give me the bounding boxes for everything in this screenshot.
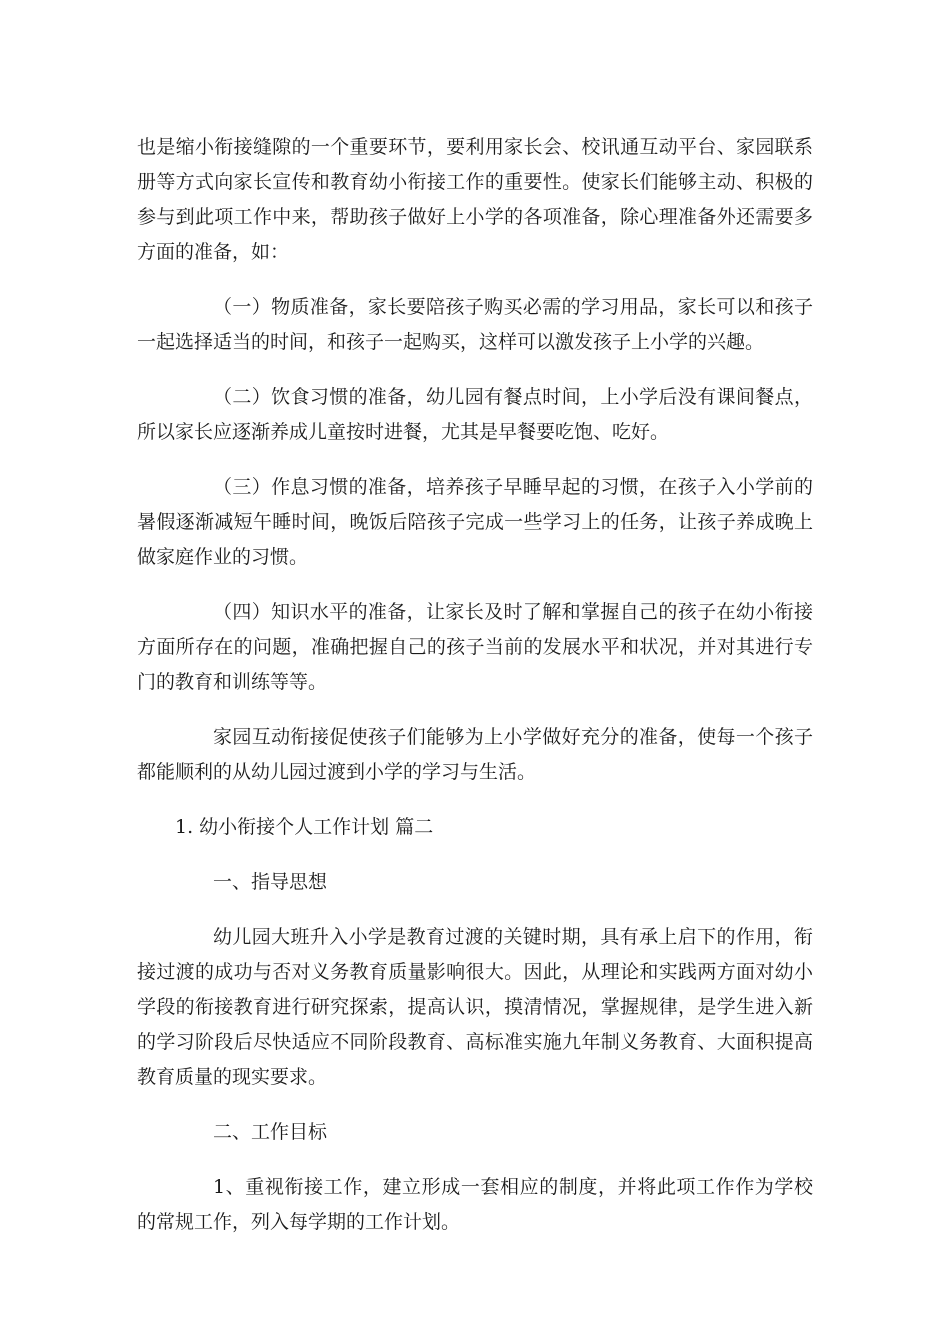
paragraph-guiding-ideology: 幼儿园大班升入小学是教育过渡的关键时期，具有承上启下的作用，衔接过渡的成功与否对义务教育质量影响很大。因此，从理论和实践两方面对幼小学段的衔接教育进行研究探索，提高认识，摸清情况，掌握规律，是学生进入新的学习阶段后尽快适应不同阶段教育、高标准实施九年制义务教育、大面积提高教育质量的现实要求。: [137, 926, 813, 1088]
paragraph-continuation: 也是缩小衔接缝隙的一个重要环节，要利用家长会、校讯通互动平台、家园联系册等方式向家长宣传和教育幼小衔接工作的重要性。使家长们能够主动、积极的参与到此项工作中来，帮助孩子做好上小学的各项准备，除心理准备外还需要多方面的准备，如：: [137, 136, 813, 263]
paragraph-material-preparation: （一）物质准备，家长要陪孩子购买必需的学习用品，家长可以和孩子一起选择适当的时间，和孩子一起购买，这样可以激发孩子上小学的兴趣。: [137, 296, 813, 353]
paragraph-work-goal-1: 1、重视衔接工作，建立形成一套相应的制度，并将此项工作作为学校的常规工作，列入每学期的工作计划。: [137, 1176, 813, 1233]
paragraph-summary: 家园互动衔接促使孩子们能够为上小学做好充分的准备，使每一个孩子都能顺利的从幼儿园过渡到小学的学习与生活。: [137, 726, 813, 783]
heading-guiding-ideology: 一、指导思想: [213, 871, 328, 893]
paragraph-schedule-habits: （三）作息习惯的准备，培养孩子早睡早起的习惯，在孩子入小学前的暑假逐渐减短午睡时间，晚饭后陪孩子完成一些学习上的任务，让孩子养成晚上做家庭作业的习惯。: [137, 476, 813, 568]
document-body: [137, 130, 813, 1260]
section-title: 1. 幼小衔接个人工作计划 篇二: [175, 816, 434, 838]
paragraph-knowledge-level: （四）知识水平的准备，让家长及时了解和掌握自己的孩子在幼小衔接方面所存在的问题，准确把握自己的孩子当前的发展水平和状况，并对其进行专门的教育和训练等等。: [137, 601, 813, 693]
paragraph-diet-habits: （二）饮食习惯的准备，幼儿园有餐点时间，上小学后没有课间餐点，所以家长应逐渐养成儿童按时进餐，尤其是早餐要吃饱、吃好。: [137, 386, 813, 443]
heading-work-goals: 二、工作目标: [213, 1121, 328, 1143]
